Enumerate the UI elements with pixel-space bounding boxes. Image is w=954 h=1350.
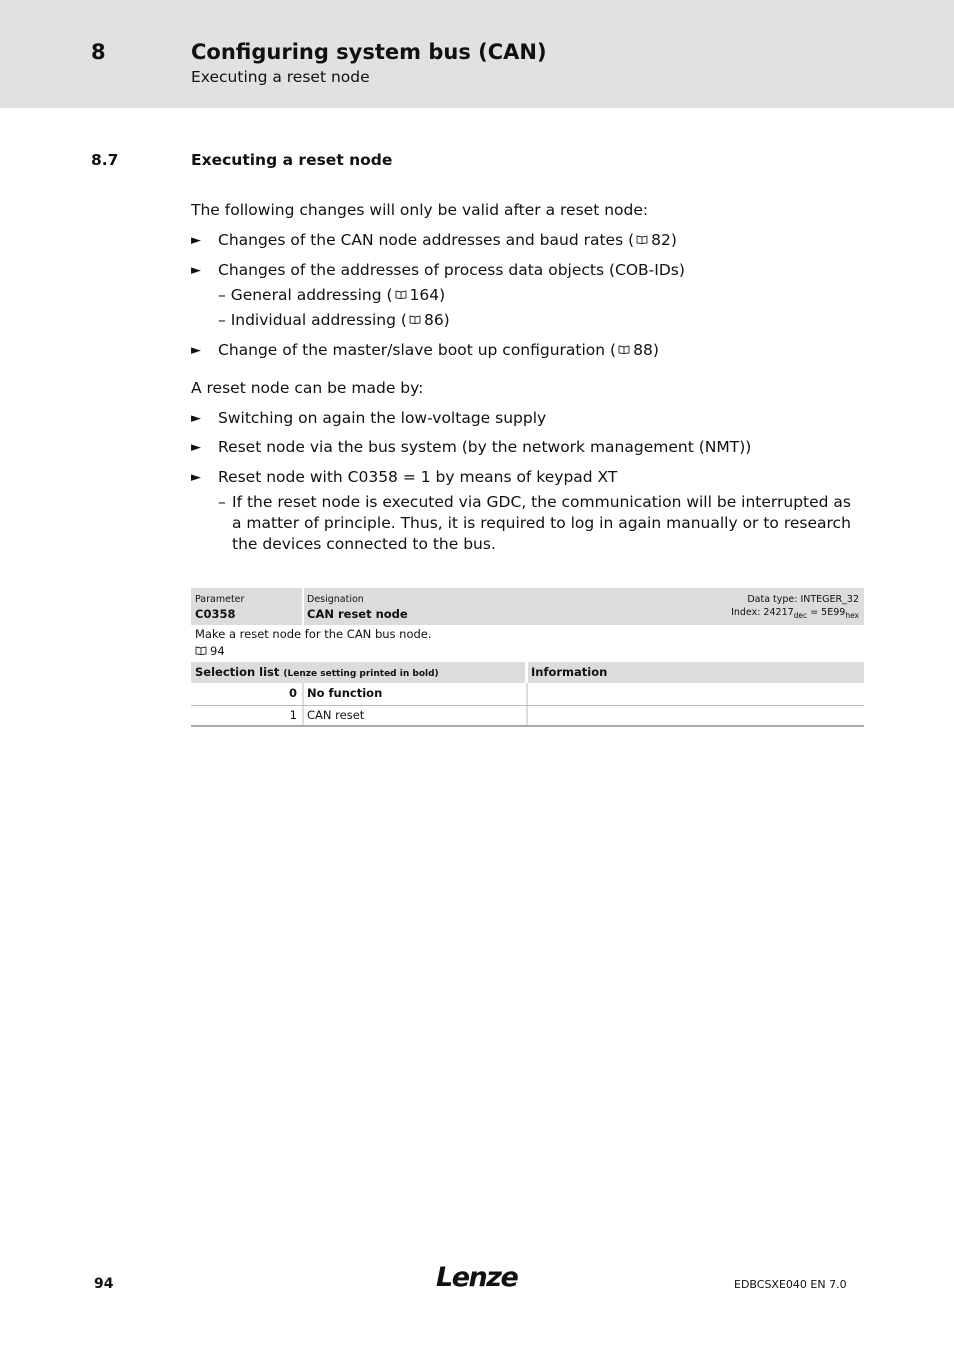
- selection-note: (Lenze setting printed in bold): [283, 669, 439, 679]
- bullet-icon: ►: [191, 411, 201, 426]
- list-item-text: Changes of the CAN node addresses and baud rates (: [218, 231, 635, 249]
- data-type: Data type: INTEGER_32: [747, 594, 859, 605]
- row-name: No function: [307, 686, 383, 700]
- chapter-title: Configuring system bus (CAN): [191, 40, 547, 64]
- page-ref[interactable]: 86): [423, 311, 450, 329]
- table-bottom-rule: [191, 725, 864, 727]
- document-id: EDBCSXE040 EN 7.0: [734, 1278, 847, 1291]
- book-icon: [636, 235, 648, 244]
- section-number: 8.7: [91, 151, 119, 169]
- row-name: CAN reset: [307, 708, 365, 722]
- index-hex: hex: [845, 610, 859, 620]
- sub-list-item: [218, 285, 445, 306]
- dash: –: [218, 493, 226, 511]
- row-value: 0: [288, 686, 297, 700]
- list-item: Changes of the addresses of process data objects (COB-IDs): [218, 261, 685, 279]
- page-ref[interactable]: 82): [651, 231, 677, 249]
- row-value: 1: [289, 708, 297, 722]
- index-dec: dec: [793, 610, 808, 620]
- book-icon: [195, 646, 207, 655]
- param-description: Make a reset node for the CAN bus node.: [195, 627, 432, 641]
- list-item-text: Change of the master/slave boot up configuration (: [218, 341, 617, 359]
- page-ref[interactable]: 164): [409, 286, 446, 304]
- bullet-icon: ►: [191, 233, 201, 248]
- page-ref[interactable]: 88): [633, 341, 659, 359]
- bullet-icon: ►: [191, 440, 201, 455]
- param-label: Parameter: [195, 594, 245, 605]
- designation-label: Designation: [307, 594, 364, 605]
- list-item: Switching on again the low-voltage supply: [218, 409, 547, 427]
- list-item: [218, 230, 677, 251]
- list-item: Reset node via the bus system (by the network management (NMT)): [218, 438, 752, 456]
- index-mid: = 5E99: [807, 607, 846, 618]
- page-number: 94: [94, 1276, 114, 1292]
- note-text: If the reset node is executed via GDC, the communication will be interrupted as a matter of principle. Thus, it is required to log in again manually or to research the devices connected to the bus.: [232, 493, 851, 553]
- book-icon: [395, 290, 407, 299]
- note-item: [218, 492, 858, 555]
- param-ref: [195, 644, 225, 658]
- intro-text: The following changes will only be valid after a reset node:: [191, 201, 649, 219]
- book-icon: [618, 345, 630, 354]
- page-ref[interactable]: 94: [210, 644, 225, 658]
- index: [731, 607, 859, 620]
- lenze-logo: Lenze: [436, 1262, 518, 1293]
- information-label: Information: [531, 665, 608, 679]
- bullet-icon: ►: [191, 343, 201, 358]
- sub-list-text: General addressing (: [230, 286, 393, 304]
- dash: –: [218, 311, 231, 329]
- dash: –: [218, 286, 231, 304]
- section-title: Executing a reset node: [191, 151, 393, 169]
- list-item: Reset node with C0358 = 1 by means of keypad XT: [218, 468, 618, 486]
- sub-list-text: Individual addressing (: [230, 311, 407, 329]
- bullet-icon: ►: [191, 470, 201, 485]
- selection-list-label: [195, 665, 439, 679]
- list-item: [218, 340, 659, 361]
- designation-value: CAN reset node: [307, 607, 408, 621]
- param-value: C0358: [195, 607, 236, 621]
- chapter-number: 8: [91, 40, 106, 64]
- bullet-icon: ►: [191, 263, 201, 278]
- book-icon: [409, 315, 421, 324]
- sub-list-item: [218, 310, 450, 331]
- methods-intro: A reset node can be made by:: [191, 379, 424, 397]
- index-prefix: Index: 24217: [731, 607, 794, 618]
- chapter-subtitle: Executing a reset node: [191, 68, 370, 86]
- row-divider: [191, 705, 864, 706]
- selection-label: Selection list: [195, 665, 280, 679]
